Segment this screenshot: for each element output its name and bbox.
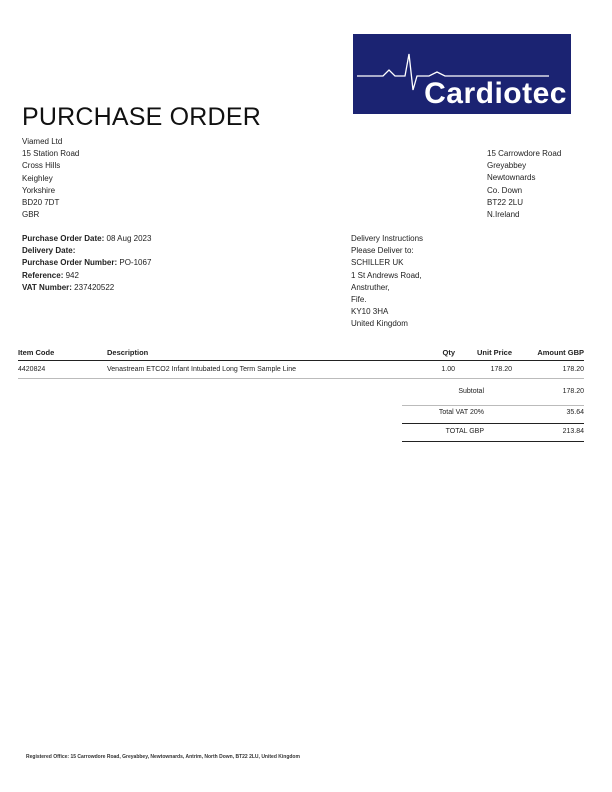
vat-label: Total VAT 20% xyxy=(438,409,484,416)
vat-divider xyxy=(402,423,584,424)
delivery-line: SCHILLER UK xyxy=(351,258,404,268)
address-line: Co. Down xyxy=(487,185,523,195)
delivery-line: Fife. xyxy=(351,295,367,305)
address-line: Cross Hills xyxy=(22,161,61,171)
header-description: Description xyxy=(107,348,149,357)
delivery-subheading: Please Deliver to: xyxy=(351,246,414,256)
vat-number-row: VAT Number: 237420522 xyxy=(22,282,115,292)
delivery-instructions xyxy=(351,233,423,331)
row-unit-price: 178.20 xyxy=(490,366,512,373)
delivery-line: 1 St Andrews Road, xyxy=(351,270,422,280)
delivery-line: United Kingdom xyxy=(351,319,408,329)
row-item-code: 4420824 xyxy=(18,366,46,373)
row-divider xyxy=(18,378,584,379)
header-divider xyxy=(18,360,584,361)
delivery-line: KY10 3HA xyxy=(351,307,389,317)
row-amount: 178.20 xyxy=(562,366,584,373)
header-amount: Amount GBP xyxy=(537,348,584,357)
subtotal-label: Subtotal xyxy=(458,388,484,395)
order-details xyxy=(22,233,151,294)
header-qty: Qty xyxy=(442,348,455,357)
subtotal-value: 178.20 xyxy=(562,388,584,395)
logo-text: Cardiotec xyxy=(424,77,567,110)
address-line: Newtownards xyxy=(487,173,536,183)
reference-row: Reference: 942 xyxy=(22,270,79,280)
address-line: Viamed Ltd xyxy=(22,137,63,146)
total-value: 213.84 xyxy=(562,428,584,435)
delivery-heading: Delivery Instructions xyxy=(351,234,424,243)
address-line: Keighley xyxy=(22,173,53,183)
company-address xyxy=(487,148,561,221)
row-description: Venastream ETCO2 Infant Intubated Long Term Sample Line xyxy=(107,366,296,373)
address-line: 15 Station Road xyxy=(22,149,80,159)
row-qty: 1.00 xyxy=(441,366,455,373)
total-label: TOTAL GBP xyxy=(445,428,484,435)
address-line: Greyabbey xyxy=(487,161,527,171)
address-line: Yorkshire xyxy=(22,185,56,195)
company-logo xyxy=(353,34,571,114)
order-number-row: Purchase Order Number: PO-1067 xyxy=(22,258,152,268)
delivery-date-row: Delivery Date: xyxy=(22,246,76,256)
delivery-line: Anstruther, xyxy=(351,282,390,292)
header-item-code: Item Code xyxy=(18,348,55,357)
total-divider xyxy=(402,441,584,442)
supplier-address xyxy=(22,136,79,221)
page-title: PURCHASE ORDER xyxy=(22,103,261,131)
vat-value: 35.64 xyxy=(566,409,584,416)
order-date-row: Purchase Order Date: 08 Aug 2023 xyxy=(22,234,152,243)
address-line: BT22 2LU xyxy=(487,197,524,207)
subtotal-divider xyxy=(402,405,584,406)
footer-registered-office: Registered Office: 15 Carrowdore Road, Greyabbey, Newtownards, Antrim, North Down, BT22 2LU, United Kingdom xyxy=(26,754,300,760)
address-line: 15 Carrowdore Road xyxy=(487,149,562,158)
header-unit-price: Unit Price xyxy=(476,348,512,357)
address-line: N.Ireland xyxy=(487,210,520,220)
address-line: GBR xyxy=(22,210,40,220)
address-line: BD20 7DT xyxy=(22,198,60,208)
